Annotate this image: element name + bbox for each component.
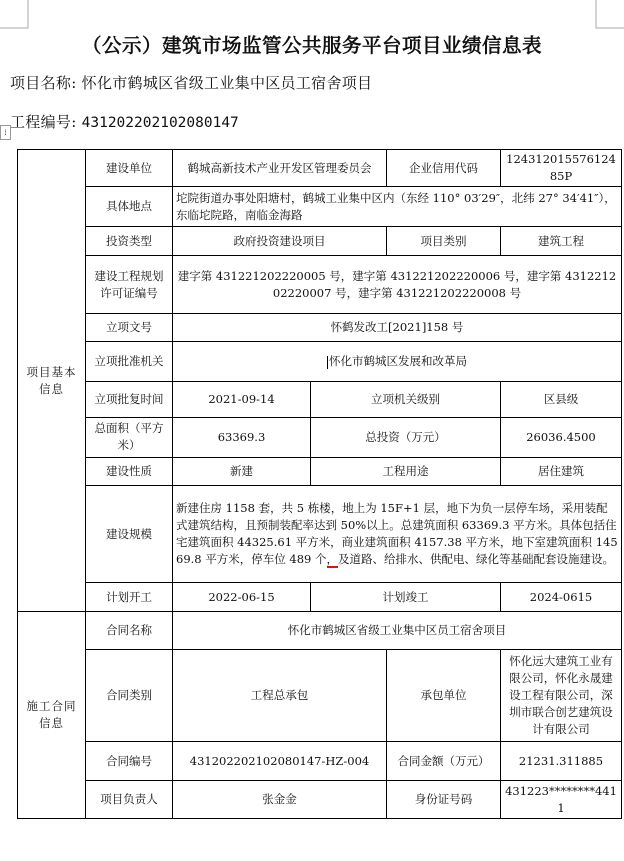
total-area-label: 总面积（平方米） <box>86 418 173 457</box>
table-row <box>18 741 622 780</box>
contract-amount-value: 21231.311885 <box>501 741 622 780</box>
scale-text-b: 及道路、给排水、供配电、绿化等基础配套设施建设。 <box>338 552 615 567</box>
nature-label: 建设性质 <box>86 457 173 485</box>
section-contract-info: 施工合同信息 <box>18 612 86 819</box>
nature-value: 新建 <box>173 457 311 485</box>
credit-code-value: 12431201557612485P <box>501 150 622 187</box>
table-move-handle-icon[interactable]: ⁞ <box>0 125 11 140</box>
table-row <box>18 150 622 187</box>
total-invest-value: 26036.4500 <box>501 418 622 457</box>
project-category-value: 建筑工程 <box>501 226 622 255</box>
contract-number-value: 431202202102080147-HZ-004 <box>173 741 387 780</box>
table-row <box>18 649 622 741</box>
table-row <box>18 418 622 457</box>
table-row <box>18 381 622 417</box>
location-value: 坨院街道办事处阳塘村，鹤城工业集中区内（东经 110° 03′29″，北纬 27° 34′41″），东临坨院路，南临金海路 <box>173 187 622 226</box>
project-category-label: 项目类别 <box>387 226 501 255</box>
project-name-label: 项目名称: <box>10 74 77 92</box>
usage-label: 工程用途 <box>311 457 501 485</box>
invest-type-value: 政府投资建设项目 <box>173 226 387 255</box>
plan-start-label: 计划开工 <box>86 583 173 612</box>
project-info-table <box>17 149 622 819</box>
page-corner-mark-left <box>0 0 30 30</box>
contractor-value: 怀化远大建筑工业有限公司，怀化永晟建设工程有限公司，深圳市联合创艺建筑设计有限公司 <box>501 649 622 741</box>
approval-level-label: 立项机关级别 <box>311 381 501 417</box>
location-label: 具体地点 <box>86 187 173 226</box>
section-basic-info: 项目基本信息 <box>18 150 86 612</box>
permit-label: 建设工程规划许可证编号 <box>86 256 173 314</box>
table-row <box>18 256 622 314</box>
contract-type-label: 合同类别 <box>86 649 173 741</box>
project-number-line <box>10 111 239 132</box>
contract-name-label: 合同名称 <box>86 612 173 649</box>
table-row <box>18 313 622 341</box>
contractor-label: 承包单位 <box>387 649 501 741</box>
contract-name-value: 怀化市鹤城区省级工业集中区员工宿舍项目 <box>173 612 622 649</box>
approval-org-cell[interactable] <box>173 342 622 381</box>
construction-unit-value: 鹤城高新技术产业开发区管理委员会 <box>173 150 387 187</box>
document-title: （公示）建筑市场监管公共服务平台项目业绩信息表 <box>81 34 542 57</box>
table-row <box>18 457 622 485</box>
approval-doc-label: 立项文号 <box>86 313 173 341</box>
scale-label: 建设规模 <box>86 485 173 582</box>
permit-value: 建字第 431221202220005 号，建字第 431221202220006 号，建字第 431221202220007 号，建字第 431221202220008 号 <box>173 256 622 314</box>
usage-value: 居住建筑 <box>501 457 622 485</box>
project-name-value: 怀化市鹤城区省级工业集中区员工宿舍项目 <box>81 74 373 92</box>
contract-amount-label: 合同金额（万元） <box>387 741 501 780</box>
table-row <box>18 187 622 226</box>
project-name-line <box>10 72 372 93</box>
approval-doc-value: 怀鹤发改工[2021]158 号 <box>173 313 622 341</box>
project-manager-value: 张金金 <box>173 781 387 819</box>
contract-type-value: 工程总承包 <box>173 649 387 741</box>
plan-end-label: 计划竣工 <box>311 583 501 612</box>
scale-cell <box>173 485 622 582</box>
table-row <box>18 226 622 255</box>
approval-org-value: 怀化市鹤城区发展和改革局 <box>329 354 467 368</box>
table-row <box>18 485 622 582</box>
table-row <box>18 781 622 819</box>
spellcheck-mark: ， <box>326 552 339 567</box>
construction-unit-label: 建设单位 <box>86 150 173 187</box>
plan-start-value: 2022-06-15 <box>173 583 311 612</box>
page-corner-mark-right <box>594 0 624 30</box>
total-area-value: 63369.3 <box>173 418 311 457</box>
total-invest-label: 总投资（万元） <box>311 418 501 457</box>
approval-date-value: 2021-09-14 <box>173 381 311 417</box>
project-number-value: 431202202102080147 <box>81 115 239 131</box>
credit-code-label: 企业信用代码 <box>387 150 501 187</box>
project-number-label: 工程编号: <box>10 113 77 131</box>
contract-number-label: 合同编号 <box>86 741 173 780</box>
approval-level-value: 区县级 <box>501 381 622 417</box>
table-row <box>18 612 622 649</box>
scale-text-a: 新建住房 1158 套，共 5 栋楼，地上为 15F+1 层，地下为负一层停车场，采用装配式建筑结构，且预制装配率达到 50%以上。总建筑面积 63369.3 平方米。具体包括住宅建筑面积 44325.61 平方米，商业建筑面积 4157.38 平方米，地下室建筑面积 14569.8 平方米，停车位 489 个 <box>176 501 618 567</box>
project-manager-label: 项目负责人 <box>86 781 173 819</box>
approval-org-label: 立项批准机关 <box>86 342 173 381</box>
approval-date-label: 立项批复时间 <box>86 381 173 417</box>
plan-end-value: 2024-0615 <box>501 583 622 612</box>
table-row <box>18 583 622 612</box>
invest-type-label: 投资类型 <box>86 226 173 255</box>
id-number-label: 身份证号码 <box>387 781 501 819</box>
text-cursor <box>327 356 328 369</box>
id-number-value: 431223********4411 <box>501 781 622 819</box>
table-row <box>18 342 622 381</box>
